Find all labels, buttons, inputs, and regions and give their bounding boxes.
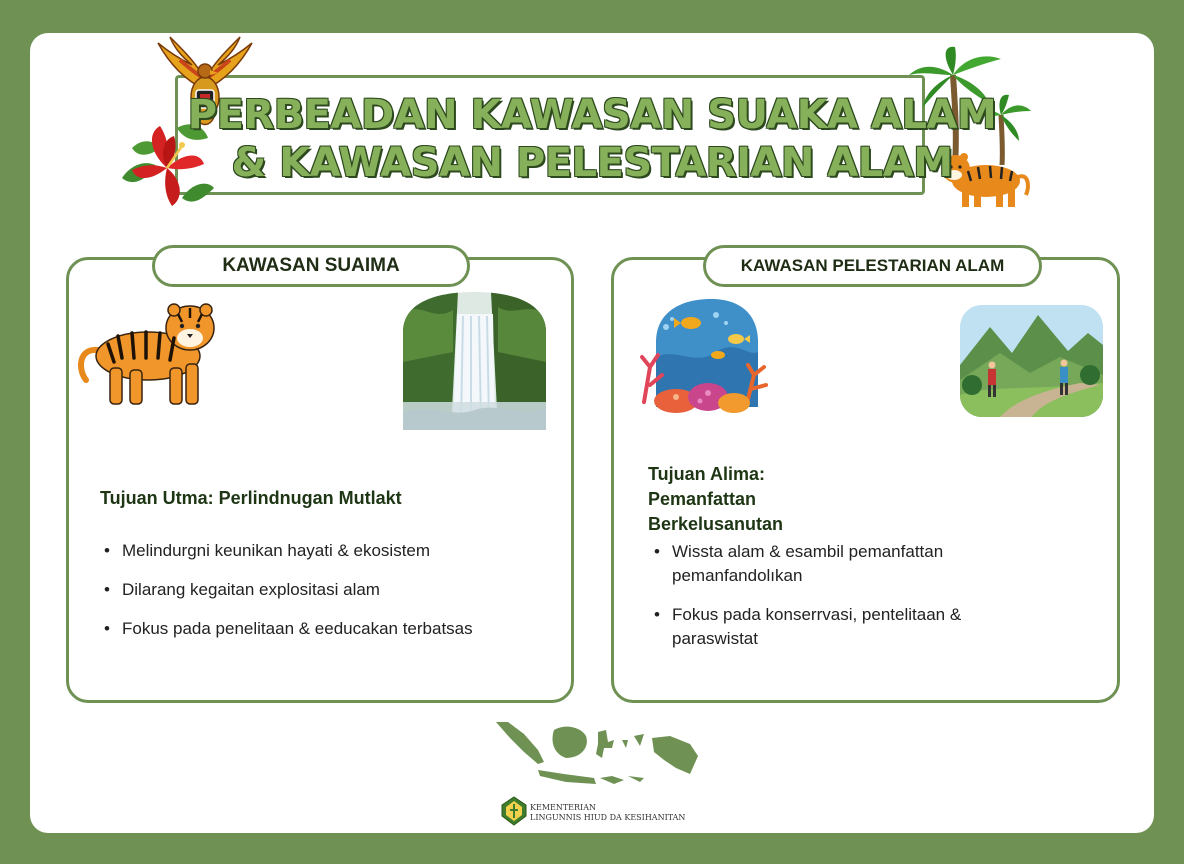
title-line-1: PERBEADAN KAWASAN SUAKA ALAM xyxy=(187,92,997,138)
pelestarian-alam-label: KAWASAN PELESTARIAN ALAM xyxy=(703,245,1042,287)
pelestarian-alam-bullet-list xyxy=(650,540,1010,666)
ministry-name xyxy=(530,803,685,823)
title-line-2: & KAWASAN PELESTARIAN ALAM xyxy=(231,140,953,186)
list-item: • Melindurgni keunikan hayati & ekosistem xyxy=(100,539,480,563)
pelestarian-alam-heading xyxy=(648,462,783,537)
ministry-name-line-1: KEMENTERIAN xyxy=(530,803,596,812)
suaka-alam-heading: Tujuan Utma: Perlindnugan Mutlakt xyxy=(100,488,402,508)
heading-line: Berkelusanutan xyxy=(648,514,784,534)
list-item: • Wissta alam & esambil pemanfattan pemanfandolıkan xyxy=(650,540,1010,588)
waterfall-icon xyxy=(403,292,546,430)
tiger-icon xyxy=(78,298,226,410)
suaka-alam-label: KAWASAN SUAIMA xyxy=(152,245,470,287)
heading-line: Pemanfattan xyxy=(648,489,757,509)
indonesia-map-icon xyxy=(494,718,698,790)
hikers-mountain-icon xyxy=(960,305,1103,417)
heading-line: Tujuan Alima: xyxy=(648,464,765,484)
suaka-alam-bullet-list xyxy=(100,539,480,656)
list-item: • Dilarang kegaitan explositasi alam xyxy=(100,578,480,602)
coral-reef-icon xyxy=(636,297,776,415)
ministry-logo-icon xyxy=(501,796,527,826)
ministry-name-line-2: LINGUNNIS HIUD DA KESIHANITAN xyxy=(530,813,686,822)
list-item: • Fokus pada konserrvasi, pentelitaan & paraswistat xyxy=(650,603,1010,651)
list-item: • Fokus pada penelitaan & eeducakan terbatsas xyxy=(100,617,480,641)
